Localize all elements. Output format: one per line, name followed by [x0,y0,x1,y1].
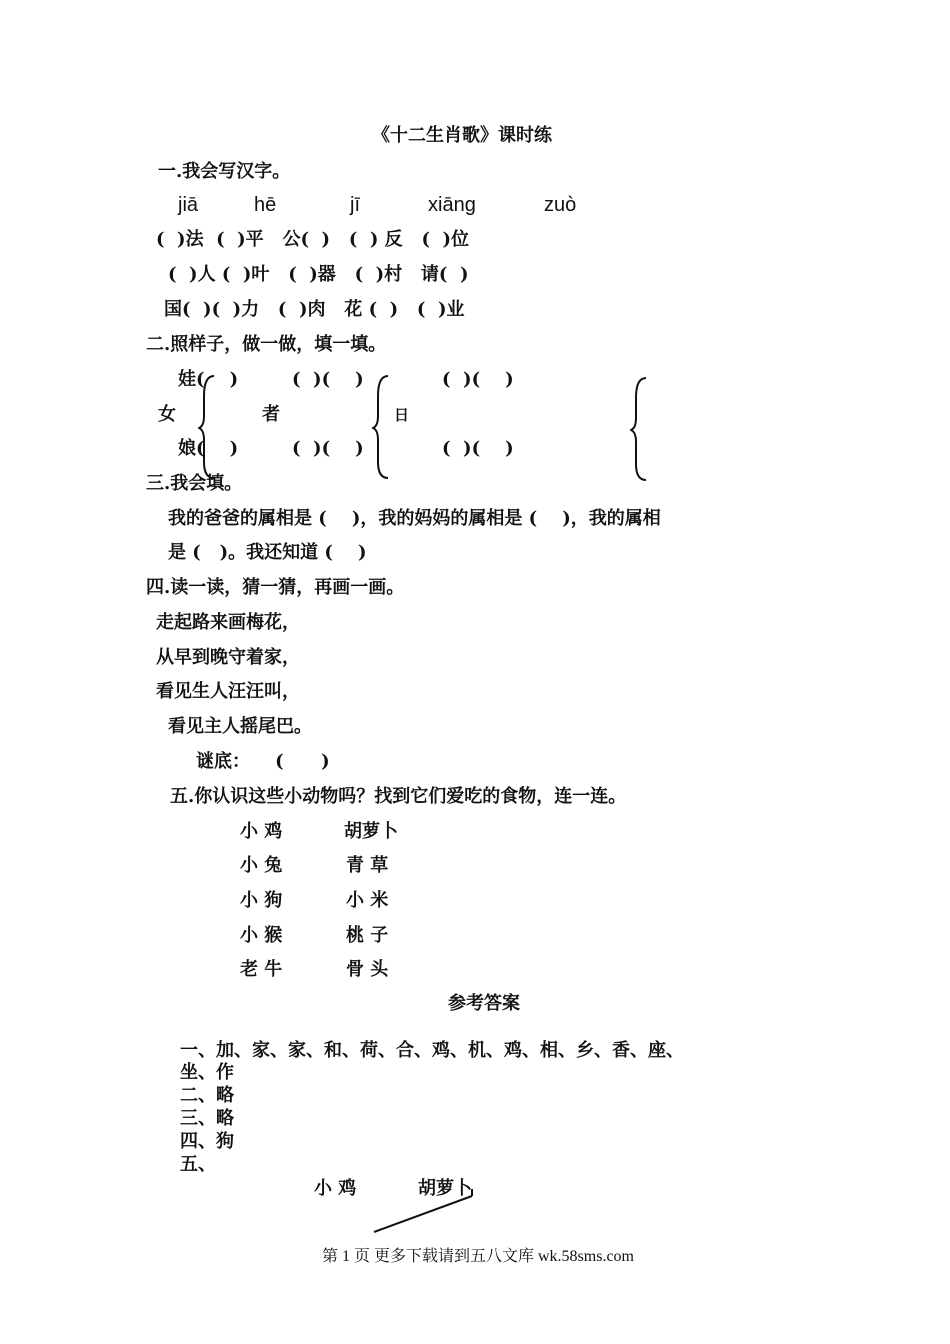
animal-5: 老 牛 [240,959,283,980]
page-footer: 第 1 页 更多下载请到五八文库 wk.58sms.com [322,1248,635,1265]
answer-line-2: 坐、作 [180,1062,234,1083]
food-3: 小 米 [346,890,389,911]
riddle-line-3: 看见生人汪汪叫， [156,681,300,702]
riddle-answer: 谜底： ( ) [196,751,330,772]
section3-heading: 三.我会填。 [146,473,243,494]
match-line [368,1188,488,1238]
food-1: 胡萝卜 [344,821,398,842]
char-row-1: ( )法 ( )平 公( ) ( ) 反 ( )位 [156,229,470,250]
riddle-line-4: 看见主人摇尾巴。 [168,716,312,737]
brace-left [198,372,222,482]
example-radical: 女 [158,404,176,425]
food-4: 桃 子 [346,925,389,946]
middle-top-blanks: ( )( ) [292,369,364,390]
animal-2: 小 兔 [240,855,283,876]
right-radical: 日 [394,406,410,424]
match-food: 胡萝卜 [418,1178,472,1199]
brace-right [630,374,654,484]
section5-heading: 五.你认识这些小动物吗？找到它们爱吃的食物，连一连。 [170,786,627,807]
page-title: 《十二生肖歌》课时练 [372,125,552,146]
section4-heading: 四.读一读，猜一猜，再画一画。 [146,577,405,598]
food-5: 骨 头 [346,959,389,980]
pinyin-jia: jiā [178,194,199,216]
right-top-blanks: ( )( ) [442,369,514,390]
example-top-char: 娃( ) [178,369,239,390]
answer-line-6: 五、 [180,1154,216,1175]
fill-line-1: 我的爸爸的属相是 ( )，我的妈妈的属相是 ( )，我的属相 [168,508,661,529]
section2-heading: 二.照样子，做一做，填一填。 [146,334,387,355]
fill-line-2: 是 ( )。我还知道 ( ) [168,542,367,563]
pinyin-he: hē [254,194,277,216]
answer-line-4: 三、略 [180,1108,234,1129]
char-row-3: 国( )( )力 ( )肉 花 ( ) ( )业 [164,299,465,320]
answers-heading: 参考答案 [448,993,520,1014]
example-bottom-char: 娘( ) [178,438,239,459]
animal-1: 小 鸡 [240,821,283,842]
food-2: 青 草 [346,855,389,876]
right-bottom-blanks: ( )( ) [442,438,514,459]
answer-line-5: 四、狗 [180,1131,234,1152]
middle-bottom-blanks: ( )( ) [292,438,364,459]
riddle-line-1: 走起路来画梅花， [156,612,300,633]
pinyin-ji: jī [350,194,360,216]
answer-line-3: 二、略 [180,1085,234,1106]
answer-line-1: 一、加、家、家、和、荷、合、鸡、机、鸡、相、乡、香、座、 [180,1040,684,1061]
brace-middle [372,372,396,482]
middle-radical: 者 [262,404,280,425]
animal-3: 小 狗 [240,890,283,911]
animal-4: 小 猴 [240,925,283,946]
riddle-line-2: 从早到晚守着家， [156,647,300,668]
pinyin-xiang: xiāng [428,194,476,216]
char-row-2: ( )人 ( )叶 ( )器 ( )村 请( ) [168,264,469,285]
pinyin-zuo: zuò [544,194,577,216]
section1-heading: 一.我会写汉字。 [158,161,291,182]
match-animal: 小 鸡 [314,1178,357,1199]
